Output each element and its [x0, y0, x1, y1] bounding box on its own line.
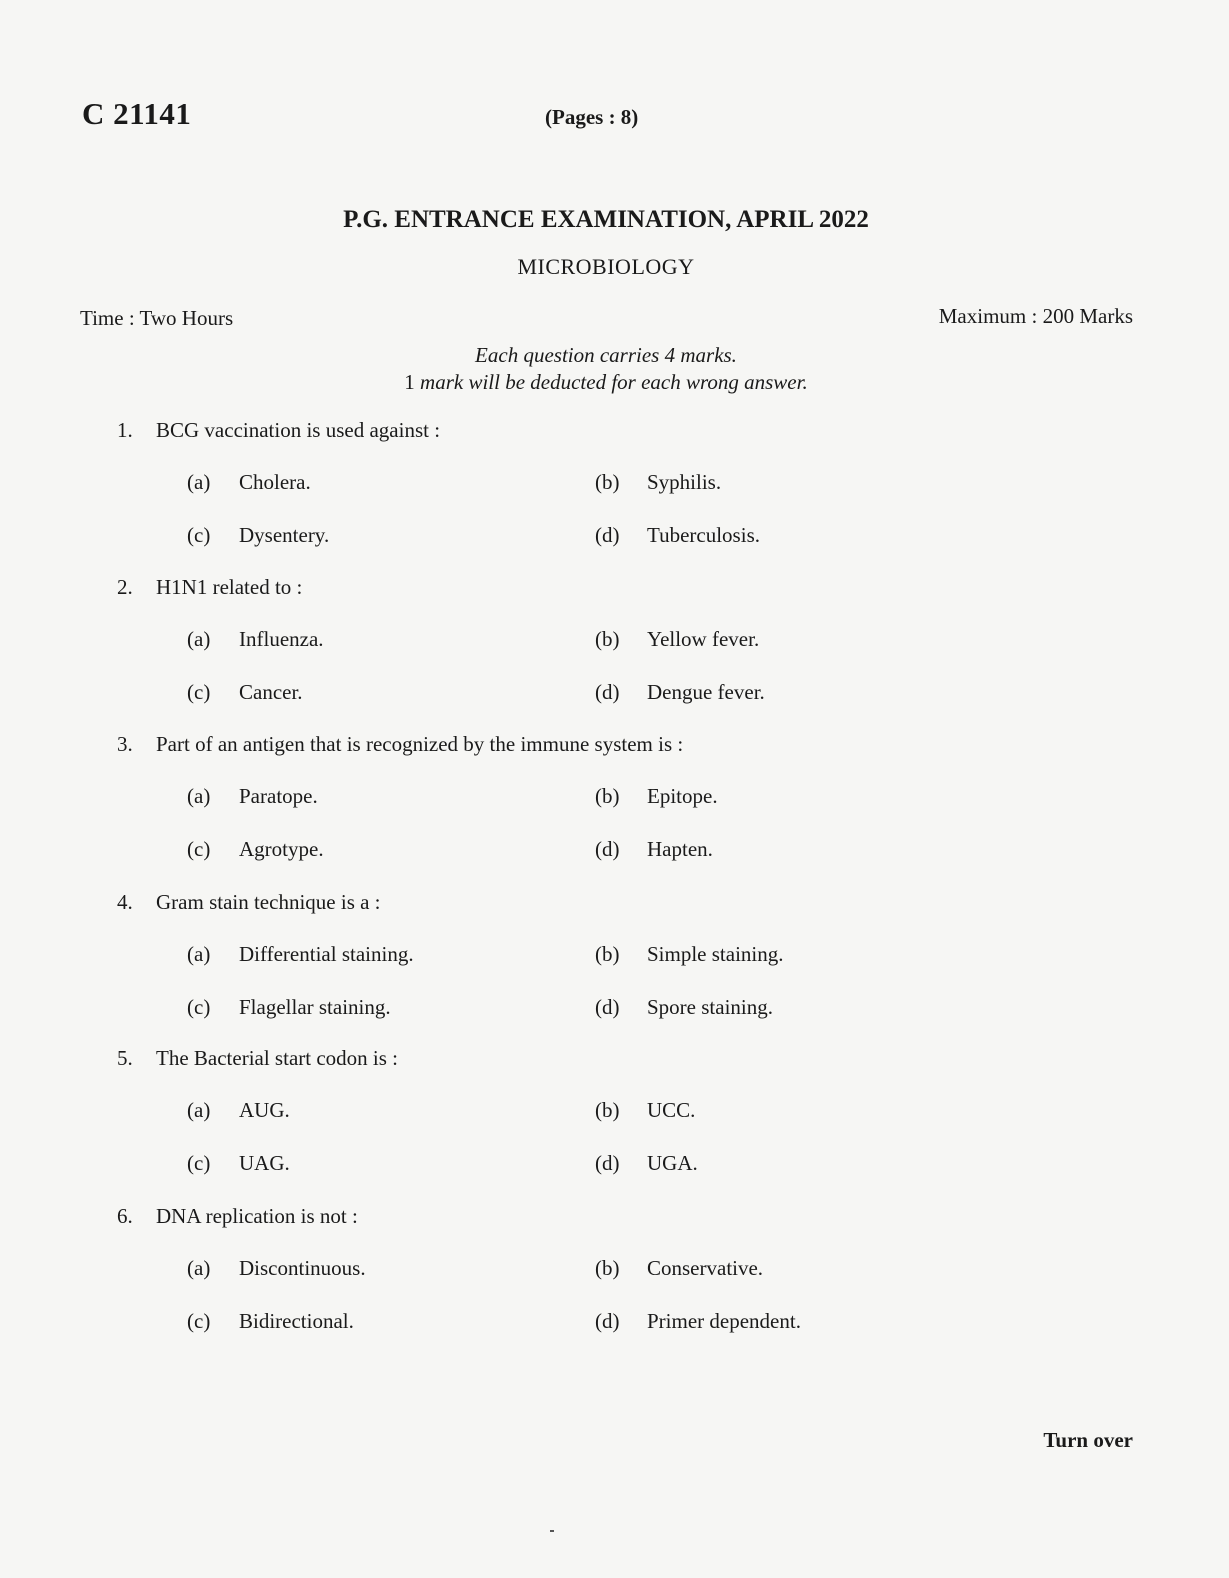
- option-label: (c): [187, 1309, 211, 1333]
- option-label: (d): [595, 523, 620, 547]
- option-label: (b): [595, 470, 620, 494]
- answer-option: [187, 1151, 290, 1176]
- answer-option: [595, 1151, 698, 1176]
- answer-option: [187, 1309, 354, 1334]
- option-label: (a): [187, 942, 211, 966]
- page-mark: [550, 1530, 554, 1532]
- option-text: Differential staining.: [239, 942, 414, 966]
- answer-option: [595, 1098, 695, 1123]
- option-text: UGA.: [647, 1151, 698, 1175]
- option-label: (a): [187, 1098, 211, 1122]
- instruction-negative-text: mark will be deducted for each wrong answer.: [420, 370, 808, 394]
- question-number: 6.: [117, 1204, 133, 1228]
- answer-option: [595, 837, 713, 862]
- answer-option: [187, 523, 329, 548]
- question-text: H1N1 related to :: [156, 575, 303, 599]
- option-text: Bidirectional.: [239, 1309, 354, 1333]
- option-label: (b): [595, 784, 620, 808]
- option-text: Cancer.: [239, 680, 303, 704]
- option-label: (c): [187, 523, 211, 547]
- option-label: (d): [595, 680, 620, 704]
- answer-option: [187, 1098, 290, 1123]
- option-text: Hapten.: [647, 837, 713, 861]
- paper-code: C 21141: [82, 96, 192, 131]
- answer-option: [595, 680, 765, 705]
- option-label: (a): [187, 784, 211, 808]
- option-text: AUG.: [239, 1098, 290, 1122]
- answer-option: [595, 470, 721, 495]
- option-label: (d): [595, 837, 620, 861]
- answer-option: [595, 942, 784, 967]
- question-text: Gram stain technique is a :: [156, 890, 381, 914]
- option-text: Paratope.: [239, 784, 318, 808]
- answer-option: [187, 837, 324, 862]
- option-text: Discontinuous.: [239, 1256, 366, 1280]
- option-text: Tuberculosis.: [647, 523, 760, 547]
- option-label: (d): [595, 995, 620, 1019]
- answer-option: [595, 523, 760, 548]
- question-number: 3.: [117, 732, 133, 756]
- option-text: UAG.: [239, 1151, 290, 1175]
- question-number: 2.: [117, 575, 133, 599]
- question-number: 4.: [117, 890, 133, 914]
- option-text: Syphilis.: [647, 470, 722, 494]
- question-number: 5.: [117, 1046, 133, 1070]
- question-text: DNA replication is not :: [156, 1204, 358, 1228]
- option-text: Yellow fever.: [647, 627, 760, 651]
- option-label: (d): [595, 1151, 620, 1175]
- option-label: (c): [187, 837, 211, 861]
- answer-option: [187, 995, 391, 1020]
- option-label: (b): [595, 1256, 620, 1280]
- subject-name: MICROBIOLOGY: [517, 254, 695, 279]
- instructions: [0, 342, 1212, 396]
- answer-option: [187, 627, 324, 652]
- option-text: Conservative.: [647, 1256, 764, 1280]
- instruction-marks: Each question carries 4 marks.: [475, 343, 737, 367]
- option-label: (a): [187, 627, 211, 651]
- answer-option: [187, 942, 414, 967]
- turn-over-note: Turn over: [1043, 1428, 1133, 1452]
- answer-option: [187, 680, 303, 705]
- answer-option: [595, 784, 718, 809]
- page-count: (Pages : 8): [545, 105, 639, 129]
- option-text: Dysentery.: [239, 523, 330, 547]
- answer-option: [187, 1256, 366, 1281]
- question-text: Part of an antigen that is recognized by the immune system is :: [156, 732, 684, 756]
- instruction-negative-number: 1: [404, 370, 415, 394]
- question-text: BCG vaccination is used against :: [156, 418, 441, 442]
- option-label: (a): [187, 1256, 211, 1280]
- option-label: (b): [595, 942, 620, 966]
- option-text: Spore staining.: [647, 995, 773, 1019]
- exam-title: P.G. ENTRANCE EXAMINATION, APRIL 2022: [343, 206, 869, 233]
- answer-option: [595, 627, 759, 652]
- option-text: UCC.: [647, 1098, 696, 1122]
- maximum-marks: Maximum : 200 Marks: [938, 304, 1133, 328]
- answer-option: [187, 470, 311, 495]
- option-label: (c): [187, 680, 211, 704]
- answer-option: [595, 1256, 763, 1281]
- option-text: Flagellar staining.: [239, 995, 391, 1019]
- option-label: (d): [595, 1309, 620, 1333]
- question-number: 1.: [117, 418, 133, 442]
- option-text: Agrotype.: [239, 837, 324, 861]
- question-text: The Bacterial start codon is :: [156, 1046, 399, 1070]
- option-label: (c): [187, 1151, 211, 1175]
- option-text: Primer dependent.: [647, 1309, 801, 1333]
- option-label: (a): [187, 470, 211, 494]
- option-text: Cholera.: [239, 470, 311, 494]
- instruction-negative: [0, 369, 1212, 396]
- option-text: Influenza.: [239, 627, 324, 651]
- option-label: (b): [595, 1098, 620, 1122]
- option-text: Simple staining.: [647, 942, 784, 966]
- option-text: Epitope.: [647, 784, 718, 808]
- time-allowed: Time : Two Hours: [80, 306, 234, 330]
- option-text: Dengue fever.: [647, 680, 765, 704]
- option-label: (b): [595, 627, 620, 651]
- answer-option: [595, 995, 773, 1020]
- answer-option: [187, 784, 318, 809]
- answer-option: [595, 1309, 801, 1334]
- option-label: (c): [187, 995, 211, 1019]
